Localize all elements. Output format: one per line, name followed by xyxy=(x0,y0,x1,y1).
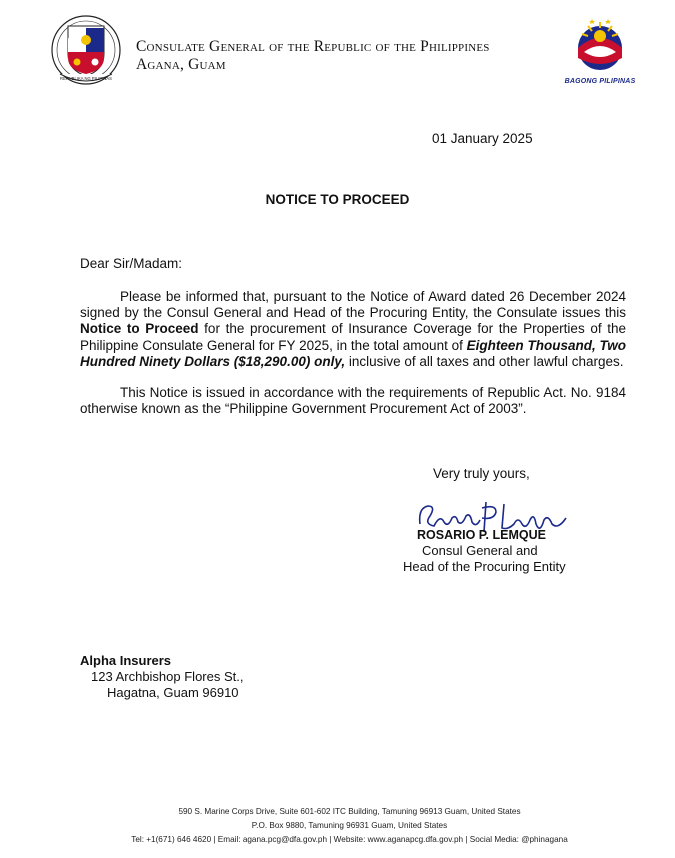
office-location: Agana, Guam xyxy=(136,56,226,73)
signer-name: ROSARIO P. LEMQUE xyxy=(417,528,546,542)
body-paragraph-2: This Notice is issued in accordance with the requirements of Republic Act. No. 9184 otherwise known as the “Philippine Government Procurement Act of 2003”. xyxy=(80,385,626,417)
recipient-name: Alpha Insurers xyxy=(80,653,172,668)
recipient-address-1: 123 Archbishop Flores St., xyxy=(91,669,244,684)
body-paragraph-1: Please be informed that, pursuant to the Notice of Award dated 26 December 2024 signed by the Consul General and Head of the Procuring Entity, the Consulate issues this Notice to Proceed for the procurement of Insurance Coverage for the Properties of the Philippine Consulate General for FY 2025, in the total amount of Eighteen Thousand, Two Hundred Ninety Dollars ($18,290.00) only, inclusive of all taxes and other lawful charges. xyxy=(80,289,626,369)
signer-title-2: Head of the Procuring Entity xyxy=(403,559,566,574)
office-title: Consulate General of the Republic of the Philippines xyxy=(136,38,490,55)
salutation: Dear Sir/Madam: xyxy=(80,256,183,271)
seal-banner: REPUBLIKA NG PILIPINAS xyxy=(60,76,112,81)
recipient-address-2: Hagatna, Guam 96910 xyxy=(107,685,239,700)
footer-po-box: P.O. Box 9880, Tamuning 96931 Guam, United States xyxy=(251,821,448,830)
signer-title-1: Consul General and xyxy=(422,543,538,558)
bagong-pilipinas-logo-icon xyxy=(568,18,632,72)
logo-caption: BAGONG PILIPINAS xyxy=(564,78,636,85)
footer-contact: Tel: +1(671) 646 4620 | Email: agana.pcg@dfa.gov.ph | Website: www.aganapcg.dfa.gov.ph | Social Media: @phinagana xyxy=(131,835,568,844)
philippine-seal-icon xyxy=(50,14,122,86)
footer-address: 590 S. Marine Corps Drive, Suite 601-602 ITC Building, Tamuning 96913 Guam, United States xyxy=(178,807,521,816)
notice-emphasis: Notice to Proceed xyxy=(80,321,199,337)
closing: Very truly yours, xyxy=(433,466,530,481)
letter-title: NOTICE TO PROCEED xyxy=(265,192,410,207)
letter-date: 01 January 2025 xyxy=(432,131,533,146)
amount-emphasis: Eighteen Thousand, Two Hundred Ninety Dollars ($18,290.00) only, xyxy=(80,337,626,369)
